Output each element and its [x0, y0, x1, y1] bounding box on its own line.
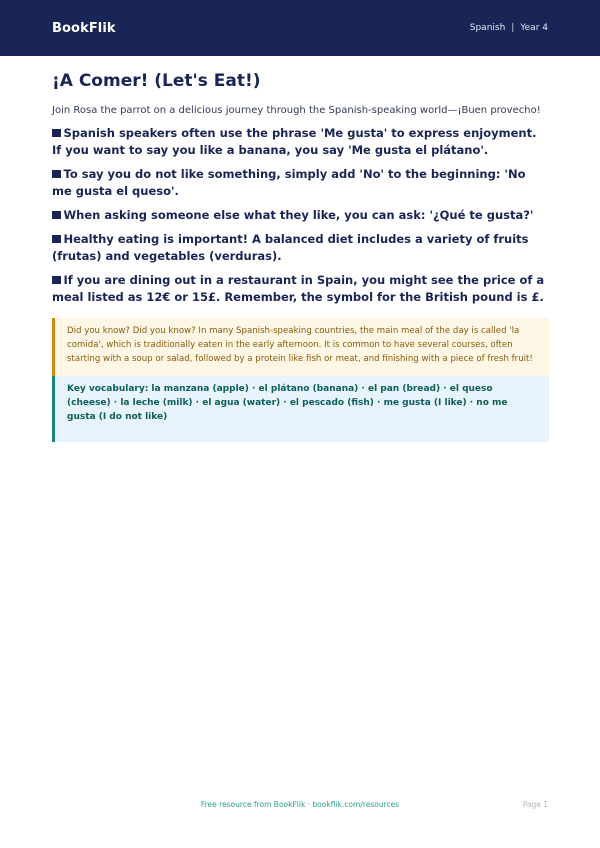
page-footer — [0, 800, 600, 816]
bullet-text: Spanish speakers often use the phrase 'Me gusta' to express enjoyment. If you want to say you like a banana, you say 'Me gusta el plátano'. — [52, 126, 537, 157]
brand-logo-text[interactable]: BookFlik — [52, 20, 116, 36]
subject-label: Spanish — [469, 23, 506, 33]
list-item — [52, 231, 549, 265]
main-content — [52, 64, 549, 442]
list-item — [52, 272, 549, 306]
bullet-text: To say you do not like something, simply add 'No' to the beginning: 'No me gusta el queso'. — [52, 167, 526, 198]
square-bullet-icon — [52, 170, 61, 179]
square-bullet-icon — [52, 276, 61, 285]
meta-separator: | — [511, 23, 515, 33]
list-item — [52, 166, 549, 200]
footer-resource-link[interactable]: Free resource from BookFlik · bookflik.com/resources — [200, 800, 400, 809]
list-item — [52, 125, 549, 159]
header-bar — [0, 0, 600, 56]
square-bullet-icon — [52, 235, 61, 244]
bullet-text: Healthy eating is important! A balanced diet includes a variety of fruits (frutas) and vegetables (verduras). — [52, 232, 529, 263]
bullet-text: If you are dining out in a restaurant in Spain, you might see the price of a meal listed as 12€ or 15£. Remember, the symbol for the British pound is £. — [52, 273, 545, 304]
square-bullet-icon — [52, 211, 61, 220]
square-bullet-icon — [52, 129, 61, 138]
key-vocabulary-box: Key vocabulary: la manzana (apple) · el plátano (banana) · el pan (bread) · el queso (cheese) · la leche (milk) · el agua (water) · el pescado (fish) · me gusta (I like) · no me gusta (I do not like) — [52, 376, 549, 442]
year-label: Year 4 — [520, 23, 548, 33]
bullet-text: When asking someone else what they like, you can ask: '¿Qué te gusta?' — [63, 208, 534, 222]
intro-text: Join Rosa the parrot on a delicious journey through the Spanish-speaking world—¡Buen provecho! — [52, 105, 541, 116]
page-number: Page 1 — [522, 800, 548, 809]
did-you-know-callout: Did you know? Did you know? In many Spanish-speaking countries, the main meal of the day is called 'la comida', which is traditionally eaten in the early afternoon. It is common to have several courses, often starting with a soup or salad, followed by a protein like fish or meat, and finishing with a piece of fresh fruit! — [52, 318, 549, 376]
bullet-list — [52, 125, 549, 306]
list-item — [52, 207, 549, 224]
page-title: ¡A Comer! (Let's Eat!) — [52, 71, 261, 91]
header-meta — [470, 23, 548, 33]
